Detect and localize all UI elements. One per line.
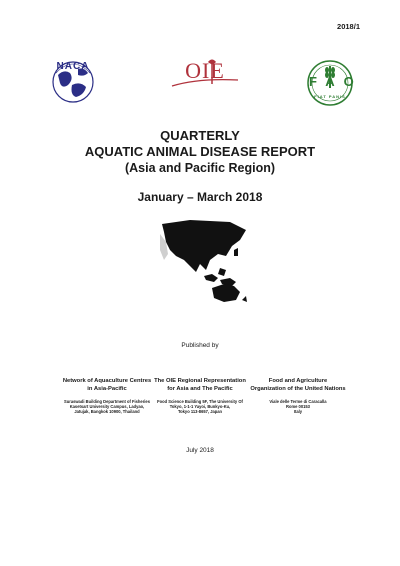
asia-pacific-map [160,220,248,304]
oie-logo [168,56,242,92]
org-name-line-2: Organization of the United Nations [250,385,346,392]
organization-fao [238,378,358,415]
org-address-line-1: Viale delle Terme di Caracalla [269,399,327,404]
org-address-line-3: Tokyo 113-8657, Japan [177,409,223,415]
org-address-line-2: Kasetsart University Campus, Ladyao, [69,404,145,410]
org-address-line-2: Rome 00153 [286,404,310,410]
asia-pacific-map-icon [160,220,248,304]
org-name-line-2: for Asia and The Pacific [167,385,233,392]
fao-logo [305,58,363,108]
fao-logo-motto: FIAT PANIS [314,94,346,99]
naca-logo [48,55,98,105]
issue-number: 2018/1 [337,22,360,31]
org-address-line-3: Jatujak, Bangkok 10900, Thailand [74,409,140,415]
title-line-1: QUARTERLY [160,128,240,143]
published-by-label: Published by [181,342,219,349]
fao-logo-text: FAO [309,74,363,89]
title-line-2: AQUATIC ANIMAL DISEASE REPORT [84,144,316,159]
naca-logo-text: NACA [56,61,90,72]
org-address-line-1: Suraswadi Building Department of Fisheries [64,399,150,404]
title-line-3: (Asia and Pacific Region) [124,161,276,175]
report-period: January – March 2018 [137,190,263,204]
org-address-line-1: Food Science Building 5F, The University Of [157,399,243,404]
org-address-line-3: Italy [293,409,303,415]
org-name-line-1: Food and Agriculture [268,378,328,384]
publication-date: July 2018 [186,447,214,454]
org-name-line-1: Network of Aquaculture Centres [62,378,152,384]
oie-logo-text: OIE [185,58,225,83]
org-address-line-2: Tokyo, 1-1-1 Yayoi, Bunkyo-Ku, [169,404,231,410]
org-name-line-1: The OIE Regional Representation [154,378,246,384]
org-name-line-2: in Asia-Pacific [87,385,127,392]
